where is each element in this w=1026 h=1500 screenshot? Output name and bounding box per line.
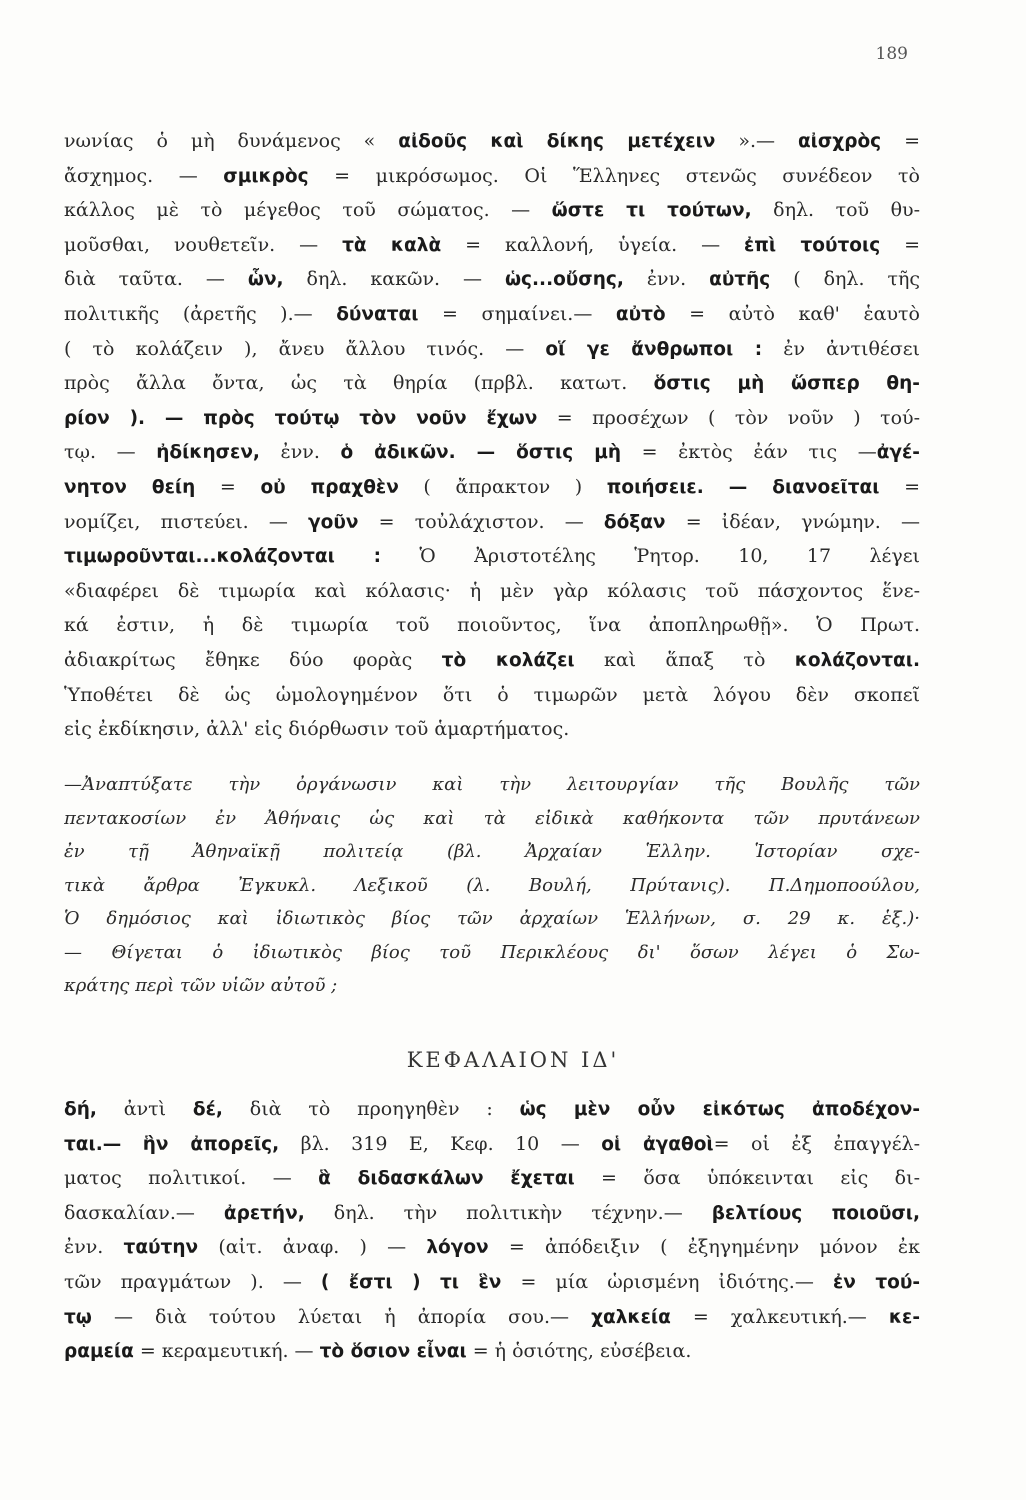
text-run: βλ. 319 Ε, Κεφ. 10 — xyxy=(279,1132,602,1155)
lemma-term: ἃ διδασκάλων ἔχεται xyxy=(318,1168,575,1190)
text-line xyxy=(64,405,920,432)
text-line xyxy=(64,1304,920,1331)
text-run: — διὰ τούτου λύεται ἡ ἀπορία σου.— xyxy=(91,1305,592,1328)
lemma-term: κολάζονται. xyxy=(794,650,920,671)
text-run: = προσέχων ( τὸν νοῦν ) τού- xyxy=(537,406,920,429)
text-run: = ἰδέαν, γνώμην. — xyxy=(665,510,920,533)
lemma-term: ὁ ἀδικῶν. — ὅστις μὴ xyxy=(340,442,622,464)
text-line xyxy=(64,682,920,708)
question-line: ἐν τῇ Ἀθηναϊκῇ πολιτείᾳ (βλ. Ἀρχαίαν Ἑλλην. Ἱστορίαν σχε- xyxy=(64,841,920,862)
text-run: ἐν ἀντιθέσει xyxy=(762,337,920,360)
text-line xyxy=(64,1269,920,1296)
lemma-term: αἰδοῦς καὶ δίκης μετέχειν xyxy=(398,131,716,152)
text-run: ( δηλ. τῆς xyxy=(770,268,920,291)
page-number: 189 xyxy=(875,44,908,64)
question-line: —Ἀναπτύξατε τὴν ὀργάνωσιν καὶ τὴν λειτουργίαν τῆς Βουλῆς τῶν xyxy=(64,774,920,795)
lemma-term: δέ, xyxy=(192,1099,223,1120)
text-run: = σημαίνει.— xyxy=(418,303,616,325)
text-run: = ὅσα ὑπόκεινται εἰς δι- xyxy=(574,1167,920,1190)
text-run: δηλ. τοῦ θυ- xyxy=(751,199,920,222)
text-run: = μία ὡρισμένη ἰδιότης.— xyxy=(501,1271,833,1293)
text-run: ματος πολιτικοί. — xyxy=(64,1167,319,1190)
chapter-heading: ΚΕΦΑΛΑΙΟΝ ΙΔ' xyxy=(406,1048,620,1072)
text-run: = οἱ ἐξ ἐπαγγέλ- xyxy=(713,1132,920,1155)
text-line xyxy=(64,197,920,224)
lemma-term: αὐτῆς xyxy=(709,269,771,291)
text-line xyxy=(64,543,920,570)
lemma-term: οἱ ἀγαθοὶ xyxy=(601,1133,714,1155)
text-run: τῶν πραγμάτων ). — xyxy=(64,1271,321,1293)
lemma-term: ἐπὶ τούτοις xyxy=(744,234,881,256)
text-run: = μικρόσωμος. Οἱ Ἕλληνες στενῶς συνέδεον τὸ xyxy=(308,164,920,187)
lemma-term: ὡς...οὔσης, xyxy=(504,269,624,291)
lemma-term: ( ἔστι ) τι ἓν xyxy=(320,1272,502,1293)
text-line xyxy=(64,509,920,536)
question-line: πεντακοσίων ἐν Ἀθήναις ὡς καὶ τὰ εἰδικὰ καθήκοντα τῶν πρυτάνεων xyxy=(64,807,920,829)
text-run: ἐνν. xyxy=(623,268,710,291)
text-run: = xyxy=(195,476,261,498)
lemma-term: ἣν ἀπορεῖς, xyxy=(142,1133,280,1155)
text-run: (αἰτ. ἀναφ. ) — xyxy=(198,1236,427,1259)
text-run: νωνίας ὁ μὴ δυνάμενος « xyxy=(64,130,399,152)
text-run: διὰ ταῦτα. — xyxy=(64,268,248,291)
text-line xyxy=(64,647,920,674)
text-line xyxy=(64,439,920,466)
text-line xyxy=(64,474,920,501)
lemma-term: αὐτὸ xyxy=(615,304,666,325)
text-run: δηλ. τὴν πολιτικὴν τέχνην.— xyxy=(304,1201,712,1224)
text-run: ( τὸ κολάζειν ), ἄνευ ἄλλου τινός. — xyxy=(64,337,546,360)
text-run: ἐνν. xyxy=(259,441,341,464)
text-run: ἀντὶ xyxy=(96,1098,193,1120)
lemma-term: ἀρετήν, xyxy=(223,1202,305,1224)
text-run: = καλλονή, ὑγεία. — xyxy=(441,233,744,256)
lemma-term: δόξαν xyxy=(603,511,666,533)
text-line xyxy=(64,716,920,742)
text-line xyxy=(64,301,920,328)
text-run: = xyxy=(880,233,920,256)
text-run: ».— xyxy=(715,130,798,152)
text-line xyxy=(64,1200,920,1227)
lemma-term: δύναται xyxy=(336,304,419,325)
text-run: εἰς ἐκδίκησιν, ἀλλ' εἰς διόρθωσιν τοῦ ἁμαρτήματος. xyxy=(64,718,570,741)
text-run: πολιτικῆς (ἀρετῆς ).— xyxy=(64,303,337,325)
text-line xyxy=(64,1131,920,1158)
question-line: — Θίγεται ὁ ἰδιωτικὸς βίος τοῦ Περικλέους δι' ὅσων λέγει ὁ Σω- xyxy=(64,941,920,963)
text-run: πρὸς ἄλλα ὄντα, ὡς τὰ θηρία (πρβλ. κατωτ. xyxy=(64,372,654,395)
text-line xyxy=(64,370,920,397)
text-line xyxy=(64,336,920,363)
text-line xyxy=(64,578,920,604)
text-line xyxy=(64,1234,920,1261)
text-line xyxy=(64,1338,920,1365)
lemma-term: τὸ ὅσιον εἶναι xyxy=(319,1341,467,1363)
lemma-term: δή, xyxy=(64,1099,97,1120)
text-line xyxy=(64,163,920,190)
lemma-term: ἀγέ- xyxy=(876,442,920,464)
text-line xyxy=(64,266,920,293)
lemma-term: τῳ xyxy=(64,1306,92,1328)
lemma-term: ραμεία xyxy=(64,1341,134,1363)
lemma-term: ὡς μὲν οὖν εἰκότως ἀποδέχον- xyxy=(519,1099,920,1120)
lemma-term: νητον θείη xyxy=(64,477,196,498)
text-line xyxy=(64,232,920,259)
text-run: Ὁ Ἀριστοτέλης Ῥητορ. 10, 17 λέγει xyxy=(381,545,920,568)
text-run: δηλ. κακῶν. — xyxy=(283,268,505,291)
text-run: δασκαλίαν.— xyxy=(64,1201,224,1224)
text-run: κά ἐστιν, ἡ δὲ τιμωρία τοῦ ποιοῦντος, ἵνα ἀποπληρωθῇ». Ὁ Πρωτ. xyxy=(64,614,920,637)
text-run: = τοὐλάχιστον. — xyxy=(358,510,604,533)
text-run: Ὑποθέτει δὲ ὡς ὡμολογημένον ὅτι ὁ τιμωρῶν μετὰ λόγου δὲν σκοπεῖ xyxy=(64,683,920,706)
text-run: = ἡ ὁσιότης, εὐσέβεια. xyxy=(466,1340,692,1363)
lemma-term: ὅστις μὴ ὥσπερ θη- xyxy=(653,373,920,395)
lemma-term: ταύτην xyxy=(123,1237,199,1259)
question-line: κράτης περὶ τῶν υἱῶν αὐτοῦ ; xyxy=(64,975,338,996)
text-line xyxy=(64,1165,920,1192)
lemma-term: βελτίους ποιοῦσι, xyxy=(711,1202,920,1224)
lemma-term: κε- xyxy=(888,1306,920,1328)
lemma-term: ποιήσειε. — διανοεῖται xyxy=(606,477,880,498)
lemma-term: λόγον xyxy=(426,1237,489,1259)
lemma-term: οἵ γε ἄνθρωποι : xyxy=(545,338,763,360)
text-line xyxy=(64,1096,920,1123)
lemma-term: γοῦν xyxy=(308,511,359,533)
lemma-term: τιμωροῦνται...κολάζονται : xyxy=(64,546,382,568)
text-run: ( ἄπρακτον ) xyxy=(398,476,607,498)
lemma-term: χαλκεία xyxy=(591,1306,671,1328)
text-run: = χαλκευτική.— xyxy=(670,1305,889,1328)
lemma-term: σμικρὸς xyxy=(223,165,309,187)
lemma-term: ρίον ). — πρὸς τούτῳ τὸν νοῦν ἔχων xyxy=(64,407,538,429)
text-run: ἀδιακρίτως ἔθηκε δύο φορὰς xyxy=(64,649,442,671)
lemma-term: ἐν τού- xyxy=(832,1272,920,1293)
text-run: ἄσχημος. — xyxy=(64,164,224,187)
text-run: διὰ τὸ προηγηθὲν : xyxy=(222,1098,520,1120)
text-run: νομίζει, πιστεύει. — xyxy=(64,510,309,533)
text-run: = ἐκτὸς ἐάν τις — xyxy=(621,441,877,464)
text-line xyxy=(64,128,920,155)
text-run: ἐνν. xyxy=(64,1236,124,1259)
text-run xyxy=(121,1133,142,1155)
question-line: Ὁ δημόσιος καὶ ἰδιωτικὸς βίος τῶν ἀρχαίων Ἑλλήνων, σ. 29 κ. ἑξ.)· xyxy=(64,908,920,929)
question-line: τικὰ ἄρθρα Ἐγκυκλ. Λεξικοῦ (λ. Βουλή, Πρύτανις). Π.Δημοποούλου, xyxy=(64,874,920,896)
text-run: κάλλος μὲ τὸ μέγεθος τοῦ σώματος. — xyxy=(64,199,552,222)
text-line xyxy=(64,612,920,638)
text-run: τῳ. — xyxy=(64,441,157,464)
text-run: καὶ ἅπαξ τὸ xyxy=(574,649,795,671)
text-run: = κεραμευτική. — xyxy=(133,1340,320,1363)
text-run: = xyxy=(879,476,920,498)
lemma-term: αἰσχρὸς xyxy=(797,131,882,152)
text-run: = αὐτὸ καθ' ἑαυτὸ xyxy=(665,303,920,325)
text-run: «διαφέρει δὲ τιμωρία καὶ κόλασις· ἡ μὲν γὰρ κόλασις τοῦ πάσχοντος ἕνε- xyxy=(64,579,920,602)
lemma-term: οὐ πραχθὲν xyxy=(260,477,399,498)
lemma-term: τὰ καλὰ xyxy=(342,234,442,256)
lemma-term: τὸ κολάζει xyxy=(441,650,575,671)
text-run: μοῦσθαι, νουθετεῖν. — xyxy=(64,233,343,256)
lemma-term: ται.— xyxy=(64,1133,122,1155)
text-run: = ἀπόδειξιν ( ἐξηγημένην μόνον ἐκ xyxy=(488,1236,920,1259)
text-run: = xyxy=(881,130,920,152)
lemma-term: ἠδίκησεν, xyxy=(156,442,260,464)
lemma-term: ὧν, xyxy=(247,269,284,291)
lemma-term: ὥστε τι τούτων, xyxy=(551,200,752,222)
